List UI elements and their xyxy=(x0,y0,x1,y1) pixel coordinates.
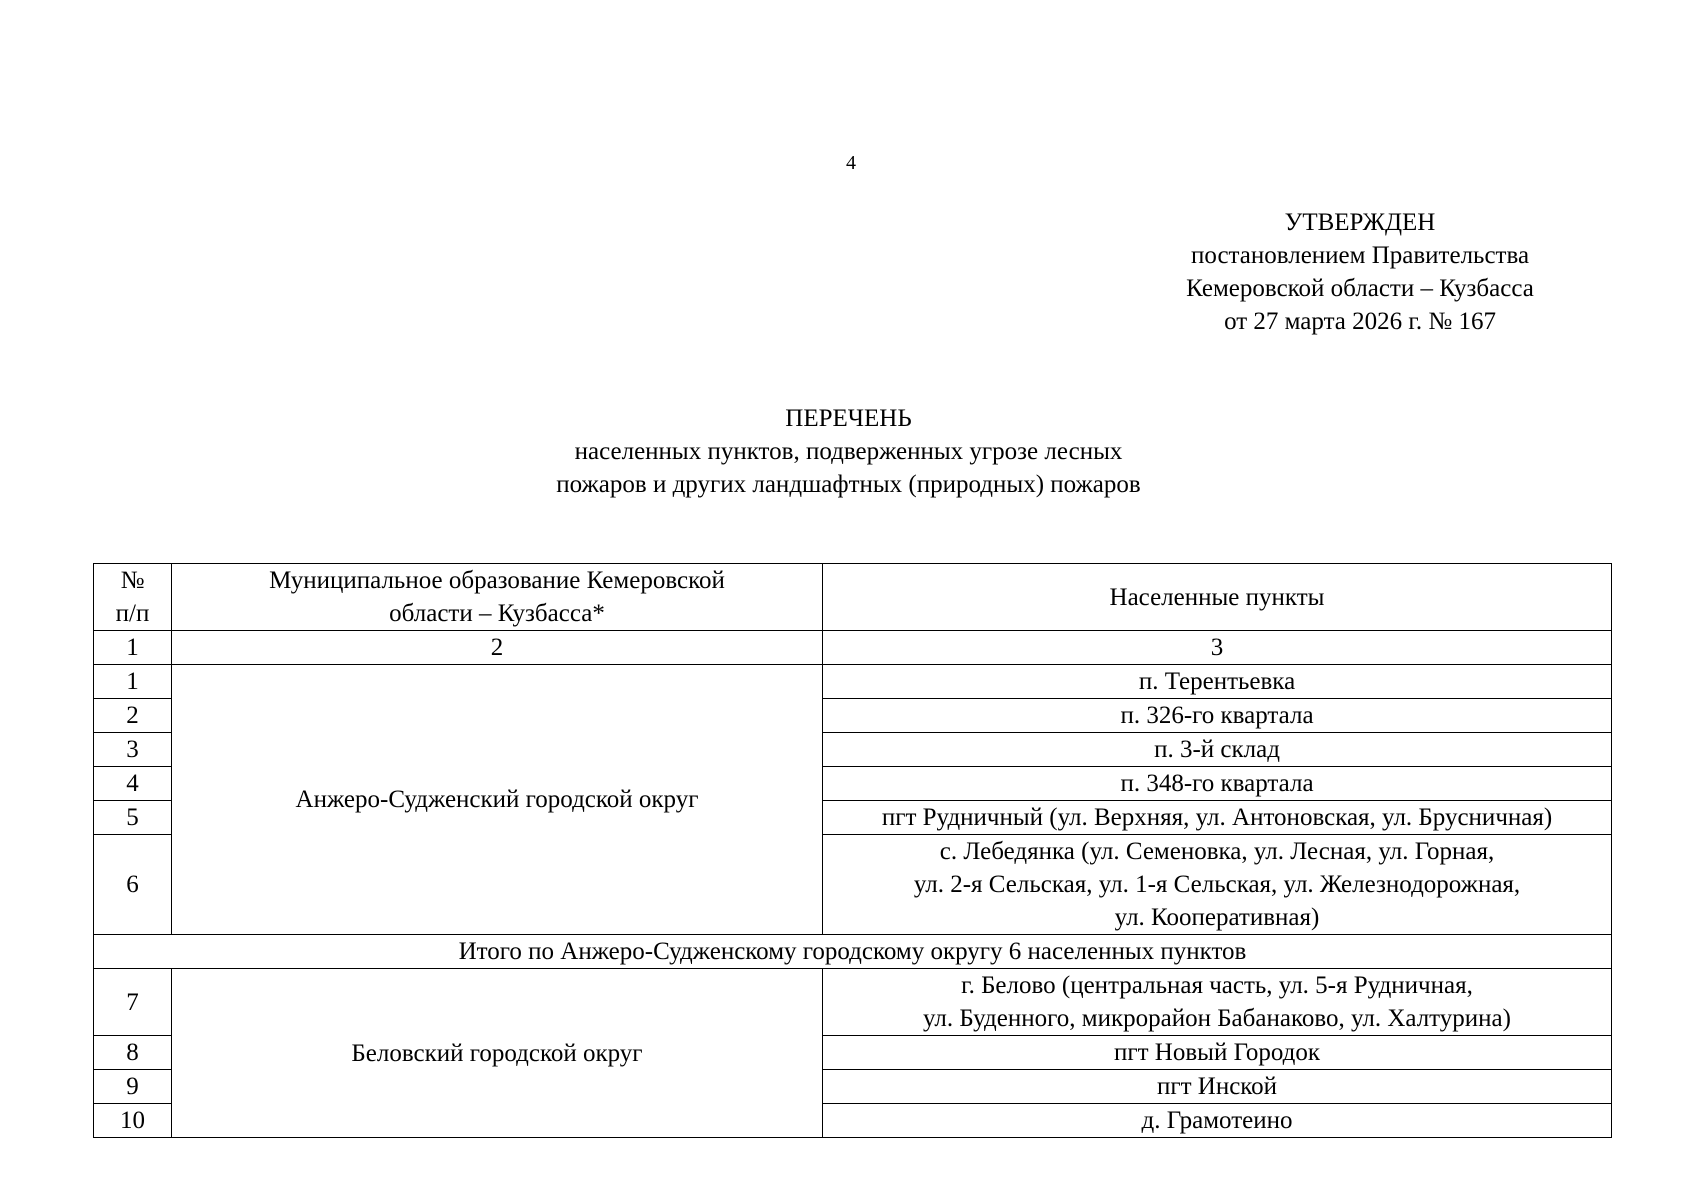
settlement-cell: пгт Инской xyxy=(823,1070,1612,1104)
title-subline: населенных пунктов, подверженных угрозе лесных xyxy=(574,438,1123,465)
page-number-text: 4 xyxy=(846,152,856,174)
header-settlements: Населенные пункты xyxy=(823,564,1612,631)
settlement-cell: п. Терентьевка xyxy=(823,665,1612,699)
municipality-cell: Анжеро-Судженский городской округ xyxy=(172,665,823,935)
total-row xyxy=(94,935,1612,969)
table-row xyxy=(94,969,1612,1036)
settlement-cell: д. Грамотеино xyxy=(823,1104,1612,1138)
row-number: 3 xyxy=(94,733,172,767)
table-row xyxy=(94,665,1612,699)
total-cell: Итого по Анжеро-Судженскому городскому округу 6 населенных пунктов xyxy=(94,935,1612,969)
settlement-cell: пгт Рудничный (ул. Верхняя, ул. Антоновская, ул. Брусничная) xyxy=(823,801,1612,835)
header-municipality: Муниципальное образование Кемеровской области – Кузбасса* xyxy=(172,564,823,631)
settlement-cell: п. 3-й склад xyxy=(823,733,1612,767)
settlement-cell: пгт Новый Городок xyxy=(823,1036,1612,1070)
row-number: 5 xyxy=(94,801,172,835)
title-subline: пожаров и других ландшафтных (природных) пожаров xyxy=(556,471,1141,498)
column-number: 3 xyxy=(823,631,1612,665)
settlements-table xyxy=(93,563,1612,1138)
row-number: 2 xyxy=(94,699,172,733)
settlement-cell: г. Белово (центральная часть, ул. 5-я Рудничная, ул. Буденного, микрорайон Бабанаково, ул. Халтурина) xyxy=(823,969,1612,1036)
table-header-row xyxy=(94,564,1612,631)
row-number: 9 xyxy=(94,1070,172,1104)
row-number: 1 xyxy=(94,665,172,699)
header-num: № п/п xyxy=(94,564,172,631)
municipality-cell: Беловский городской округ xyxy=(172,969,823,1138)
column-number: 1 xyxy=(94,631,172,665)
title-heading: ПЕРЕЧЕНЬ xyxy=(785,405,912,432)
approval-line: Кемеровской области – Кузбасса xyxy=(1186,275,1534,302)
settlement-cell: п. 326-го квартала xyxy=(823,699,1612,733)
row-number: 10 xyxy=(94,1104,172,1138)
settlement-cell: п. 348-го квартала xyxy=(823,767,1612,801)
approval-date: от 27 марта 2026 г. № 167 xyxy=(1224,308,1496,335)
row-number: 6 xyxy=(94,835,172,935)
column-number: 2 xyxy=(172,631,823,665)
row-number: 4 xyxy=(94,767,172,801)
approval-heading: УТВЕРЖДЕН xyxy=(1284,209,1436,236)
column-numbers-row xyxy=(94,631,1612,665)
document-title xyxy=(0,402,1697,501)
settlement-cell: с. Лебедянка (ул. Семеновка, ул. Лесная, ул. Горная, ул. 2-я Сельская, ул. 1-я Сельская, ул. Железнодорожная, ул. Кооперативная) xyxy=(823,835,1612,935)
approval-block xyxy=(1140,206,1580,338)
approval-line: постановлением Правительства xyxy=(1190,242,1530,269)
row-number: 8 xyxy=(94,1036,172,1070)
row-number: 7 xyxy=(94,969,172,1036)
